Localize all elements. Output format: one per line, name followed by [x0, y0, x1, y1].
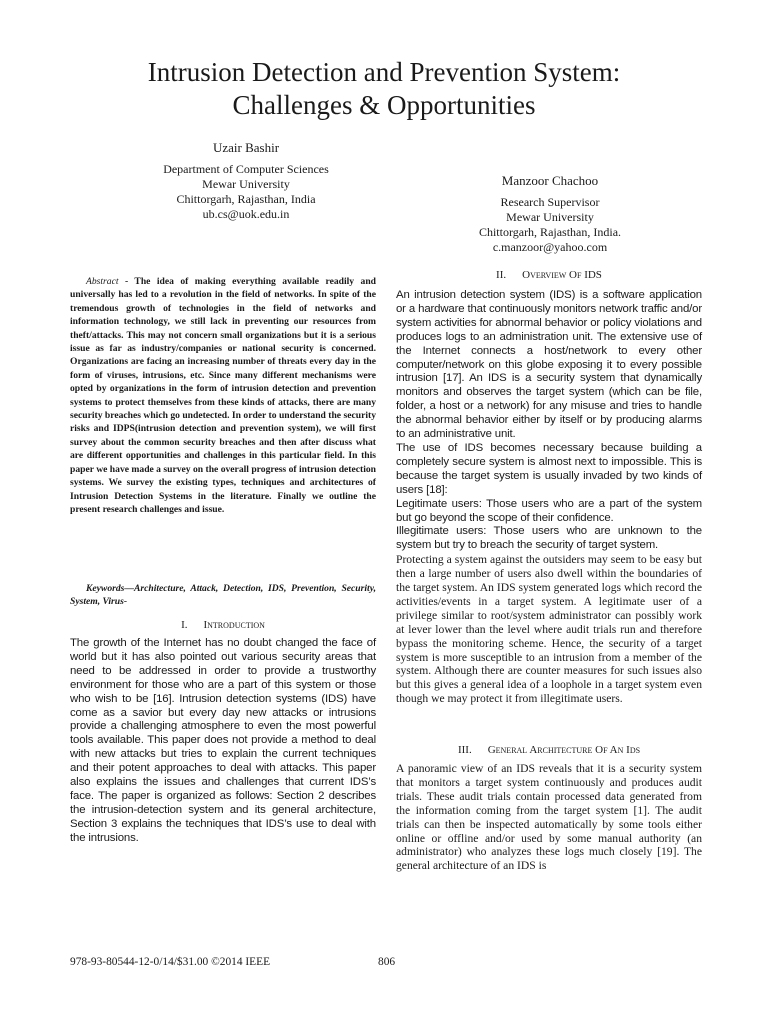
section-number: III.: [457, 744, 472, 756]
section-title: General Architecture Of An Ids: [487, 744, 641, 756]
section-heading-introduction: [70, 618, 376, 632]
overview-paragraph: An intrusion detection system (IDS) is a software application or a hardware that continuously monitors network traffic and/or system activities for abnormal behavior or policy violations and produces logs to an administration unit. The extensive use of the Internet connects a host/network to every other computer/network on this globe exposing it to every possible intrusion [17]. An IDS is a security system that dynamically monitors and observes the target system (which can be file, folder, a host or a network) for any misuse and tries to handle the abnormal behavior either by itself or by producing alarms to an administrative unit.: [396, 289, 702, 441]
abstract-text: - The idea of making everything available readily and universally has led to a revolution in the field of networks. In spite of the tremendous growth of technologies in the field of networks and information technology, we still lack in preventing our resources from theft/attacks. This may not concern small organizations but it is a serious issue as far as industry/companies or national security is concerned. Organizations are facing an increasing number of threats every day in the form of viruses, intrusions, etc. Since many different mechanisms were opted by organizations in the form of intrusion detection and prevention systems to protect themselves from these kinds of attacks, there are many security breaches which go undetected. In order to understand the security risks and IDPS(intrusion detection and prevention system), we will first survey about the common security breaches and then after discuss what are different opportunities and challenges in this particular field. In this paper we have made a survey on the overall progress of intrusion detection systems. We survey the existing types, techniques and architectures of Intrusion Detection Systems in the literature. Finally we outline the present research challenges and issue.: [70, 276, 376, 515]
abstract-label: Abstract: [86, 276, 119, 287]
architecture-paragraph: A panoramic view of an IDS reveals that it is a security system that monitors a target system continuously and produces audit trials. These audit trials contain processed data generated from the information coming from the target system [1]. The audit trials can then be inspected automatically by some tools either online or offline and/or used by some manual authority (an administrator) who analyzes these logs much closely [19]. The general architecture of an IDS is: [396, 762, 702, 873]
introduction-paragraph: The growth of the Internet has no doubt changed the face of world but it has also pointed out various security areas that need to be addressed in order to provide a trustworthy environment for those who are a part of this system or those who wish to be [16]. Intrusion detection systems (IDS) have come as a savior but every day new attacks or intrusions provide a challenging atmosphere to even the most powerful tools available. This paper does not provide a method to deal with new attacks but tries to explain the current techniques and their potent approaches to deal with attacks. This paper also explains the issues and challenges that current IDS’s face. The paper is organized as follows: Section 2 describes the intrusion-detection system and its general architecture, Section 3 explains the techniques that IDS’s use to deal with the intrusions.: [70, 637, 376, 844]
section-number: I.: [181, 619, 188, 631]
author-affiliation-line: Department of Computer Sciences: [163, 162, 329, 176]
section-heading-architecture: [396, 743, 702, 757]
title-line-2: Challenges & Opportunities: [232, 90, 536, 120]
author-affiliation-line: Chittorgarh, Rajasthan, India: [176, 192, 316, 206]
section-title: Introduction: [203, 619, 265, 631]
title-line-1: Intrusion Detection and Prevention System:: [147, 57, 621, 87]
author-name: Manzoor Chachoo: [501, 173, 599, 188]
author-block-1: [110, 140, 382, 222]
author-affiliation-line: Chittorgarh, Rajasthan, India.: [478, 225, 622, 239]
keywords: Keywords—Architecture, Attack, Detection, IDS, Prevention, Security, System, Virus-: [70, 583, 376, 608]
overview-paragraph: Illegitimate users: Those users who are unknown to the system but try to breach the security of target system.: [396, 525, 702, 552]
author-email: ub.cs@uok.edu.in: [202, 207, 290, 221]
overview-paragraph: The use of IDS becomes necessary because building a completely secure system is almost next to impossible. This is because the target system is usually invaded by two kinds of users [18]:: [396, 441, 702, 496]
author-name: Uzair Bashir: [212, 140, 280, 155]
author-email: c.manzoor@yahoo.com: [492, 240, 608, 254]
overview-body: [396, 289, 702, 706]
footer-isbn: 978-93-80544-12-0/14/$31.00 ©2014 IEEE: [70, 956, 271, 968]
abstract: [70, 275, 376, 516]
overview-paragraph: Legitimate users: Those users who are a part of the system but go beyond the scope of their confidence.: [396, 497, 702, 524]
section-title: Overview Of IDS: [522, 269, 602, 281]
section-heading-overview: [396, 268, 702, 282]
author-affiliation-line: Mewar University: [506, 210, 594, 224]
section-number: II.: [496, 269, 507, 281]
page-number: 806: [378, 956, 396, 968]
author-affiliation-line: Mewar University: [202, 177, 290, 191]
author-block-2: [400, 173, 700, 255]
overview-paragraph: Protecting a system against the outsiders may seem to be easy but then a large number of users also dwell within the boundaries of the target system. An IDS system generated logs which record the activities/events in a target system. A legitimate user of a privilege similar to root/system administrator can possibly work at lever lower than the level where audit trials run and therefore bypass the monitoring scheme. Hence, the security of a target system is more susceptible to an intrusion from a member of the system. Although there are counter measures for such issues also but this gives a general idea of a loophole in a target system even though we may protect it from illegitimate users.: [396, 553, 702, 706]
paper-title: [60, 56, 708, 122]
author-affiliation-line: Research Supervisor: [500, 195, 600, 209]
